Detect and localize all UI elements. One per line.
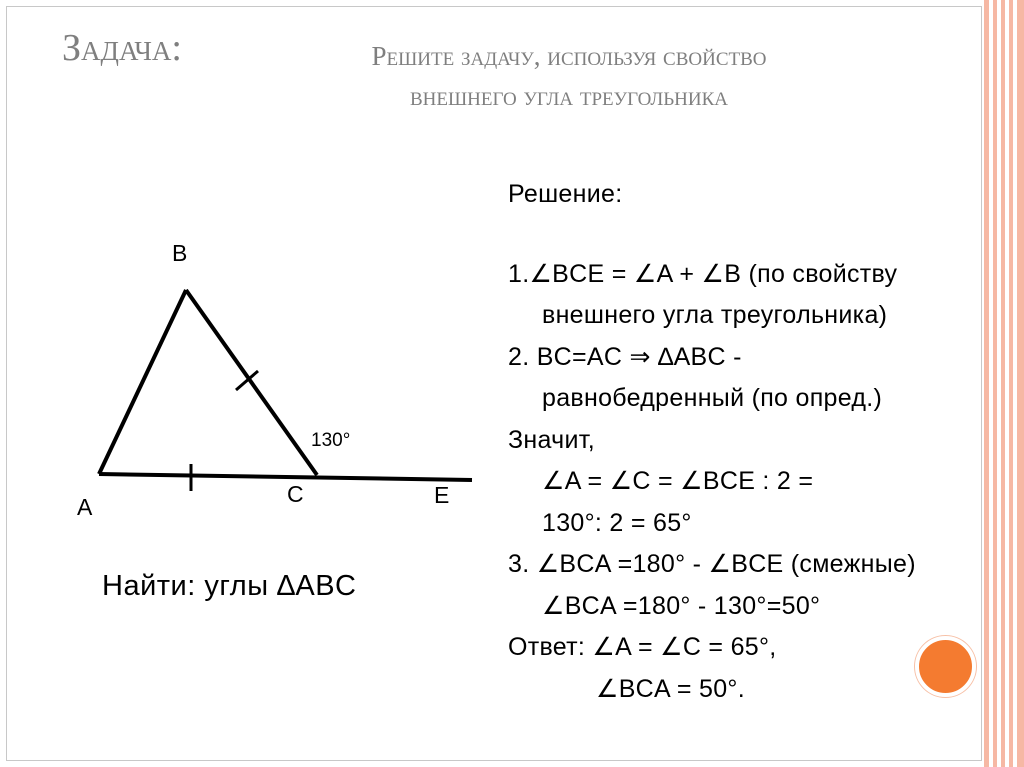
angle-label: 130° [311, 430, 351, 451]
vertex-a-label: A [77, 494, 93, 520]
vertex-b-label: B [172, 240, 188, 266]
solution-line: ∠A = ∠C = ∠BCE : 2 = [542, 467, 814, 495]
title-line-1: Решите задачу, используя свойство [371, 41, 767, 71]
title-line-2: внешнего угла треугольника [410, 81, 728, 111]
solution-line: 2. BC=AC ⇒ ∆ABC - [508, 342, 742, 371]
side-ab [99, 290, 186, 474]
solution-line: 3. ∠BCA =180° - ∠BCE (смежные) [508, 550, 916, 578]
vertex-e-label: E [434, 482, 450, 508]
solution-line: ∠BCA =180° - 130°=50° [542, 591, 821, 620]
decorative-circle [915, 636, 976, 697]
answer-line: ∠BCA = 50°. [596, 674, 745, 703]
title-label: Задача: [62, 27, 182, 69]
find-task: Найти: углы ∆ABC [102, 570, 357, 602]
side-bc [186, 290, 317, 475]
solution-heading: Решение: [508, 180, 623, 208]
solution-line: равнобедренный (по опред.) [542, 384, 883, 412]
solution-line: 130°: 2 = 65° [542, 508, 692, 537]
solution-line: Значит, [508, 425, 595, 454]
solution-line: 1.∠BCE = ∠A + ∠B (по свойству [508, 259, 898, 288]
solution-block [508, 174, 916, 710]
solution-line: внешнего угла треугольника) [542, 301, 888, 329]
answer-line: Ответ: ∠A = ∠C = 65°, [508, 633, 777, 661]
line-ace [99, 474, 472, 480]
vertex-c-label: C [287, 481, 304, 507]
